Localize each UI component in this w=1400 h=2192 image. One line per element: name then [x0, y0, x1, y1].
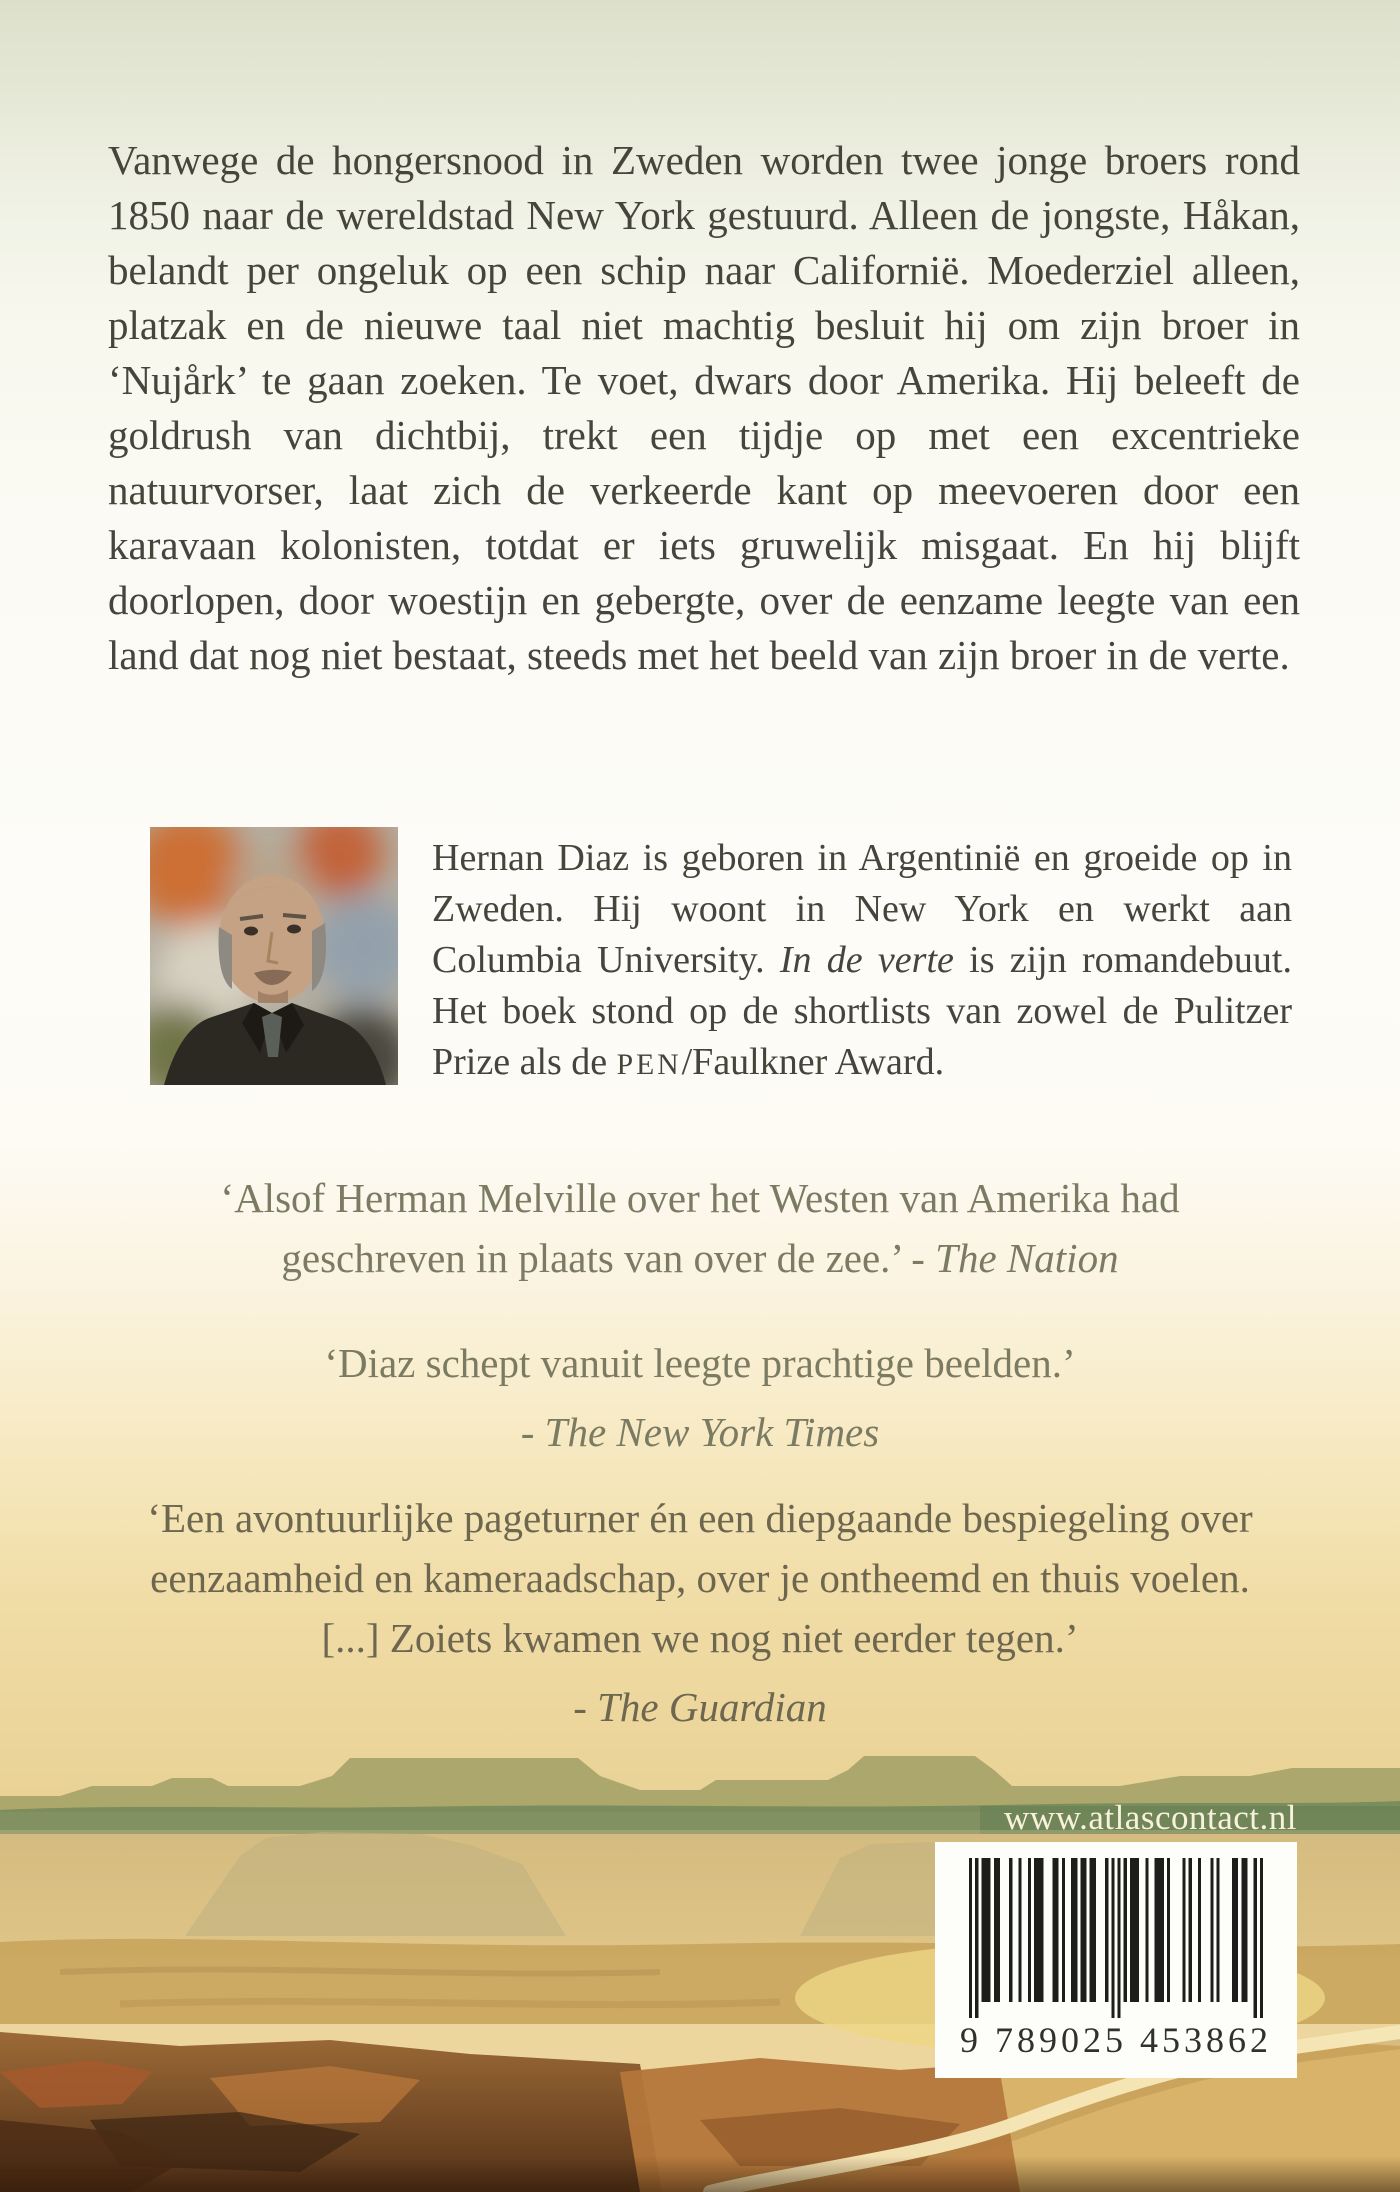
quote-text: ‘Alsof Herman Melville over het Westen van Amerika had geschreven in plaats van over de zee.’	[220, 1175, 1180, 1281]
quote-the-nation	[170, 1168, 1230, 1288]
synopsis-text: Vanwege de hongersnood in Zweden worden twee jonge broers rond 1850 naar de wereldstad New York gestuurd. Alleen de jongste, Håkan, belandt per ongeluk op een schip naar Californië. Moederziel alleen, platzak en de nieuwe taal niet machtig besluit hij om zijn broer in ‘Nujårk’ te gaan zoeken. Te voet, dwars door Amerika. Hij beleeft de goldrush van dichtbij, trekt een tijdje op met een excentrieke natuurvorser, laat zich de verkeerde kant op meevoeren door een karavaan kolonisten, totdat er iets gruwelijk misgaat. En hij blijft doorlopen, door woestijn en gebergte, over de eenzame leegte van een land dat nog niet bestaat, steeds met het beeld van zijn broer in de verte.	[108, 137, 1300, 678]
quote-attribution: - The Guardian	[573, 1684, 827, 1730]
author-bio	[432, 833, 1292, 1091]
bio-text-1: Hernan Diaz is geboren in Argentinië en groeide op in Zweden. Hij woont in New York en werkt aan Columbia University.	[432, 837, 1292, 981]
author-photo	[150, 827, 398, 1085]
quote-text: ‘Diaz schept vanuit leegte prachtige beelden.’	[324, 1340, 1076, 1386]
bottom-vignette	[0, 2156, 1400, 2192]
barcode-box	[935, 1842, 1297, 2078]
bio-text-2: is zijn romandebuut. Het boek stond op de shortlists van zowel de Pulitzer Prize als de	[432, 939, 1292, 1083]
book-title-italic: In de verte	[779, 939, 954, 981]
quote-attribution: - The New York Times	[520, 1409, 880, 1455]
bio-text-3: /Faulkner Award.	[681, 1041, 945, 1083]
publisher-url: www.atlascontact.nl	[1004, 1798, 1297, 1837]
quote-new-york-times	[230, 1333, 1170, 1462]
quote-text: ‘Een avontuurlijke pageturner én een diepgaande bespiegeling over eenzaamheid en kameraadschap, over je ontheemd en thuis voelen. [...] Zoiets kwamen we nog niet eerder tegen.’	[147, 1495, 1253, 1661]
quote-the-guardian	[120, 1488, 1280, 1737]
pen-smallcaps: PEN	[616, 1049, 682, 1081]
quote-attribution: - The Nation	[911, 1235, 1119, 1281]
isbn-digits: 9 789025 453862	[960, 2020, 1272, 2060]
ean-barcode	[969, 1858, 1263, 2018]
